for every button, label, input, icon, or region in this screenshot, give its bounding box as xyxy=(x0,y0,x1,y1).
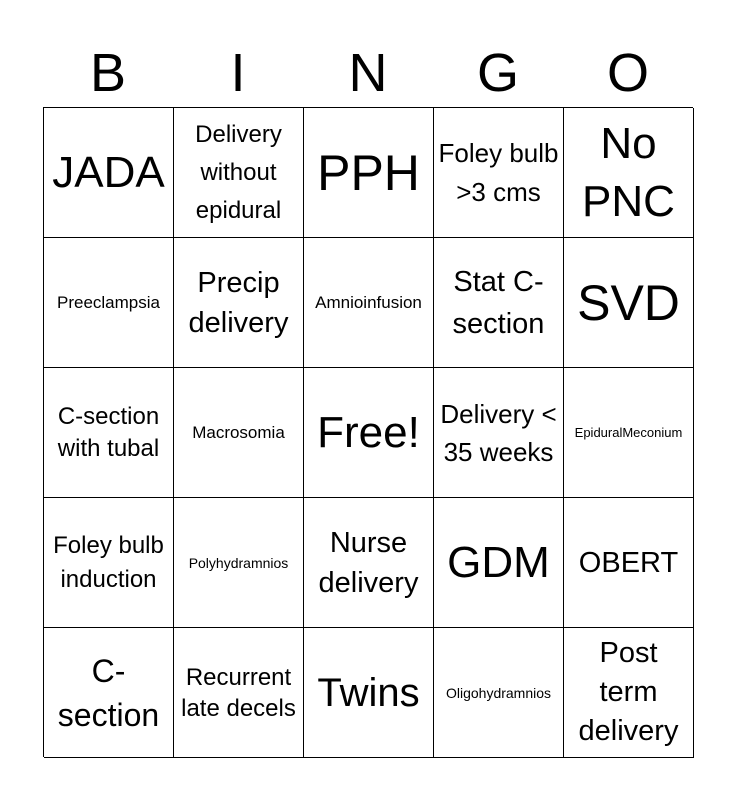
bingo-cell[interactable] xyxy=(174,368,304,498)
header-letter-n: N xyxy=(348,43,388,103)
cell-label: Nurse delivery xyxy=(318,526,419,599)
bingo-cell[interactable] xyxy=(174,498,304,628)
cell-label: Preeclampsia xyxy=(57,292,160,312)
bingo-cell[interactable] xyxy=(44,238,174,368)
cell-label: GDM xyxy=(447,537,550,587)
bingo-board xyxy=(43,107,693,757)
cell-label: Delivery without epidural xyxy=(195,120,282,224)
bingo-cell[interactable] xyxy=(564,238,694,368)
cell-label: C-section with tubal xyxy=(57,402,160,462)
bingo-cell[interactable] xyxy=(44,628,174,758)
header-letter-b: B xyxy=(89,43,127,103)
cell-label: Precip delivery xyxy=(188,266,289,339)
bingo-cell[interactable] xyxy=(174,238,304,368)
bingo-cell[interactable] xyxy=(434,108,564,238)
cell-label: JADA xyxy=(52,147,165,197)
bingo-cell[interactable] xyxy=(564,108,694,238)
cell-label: Free! xyxy=(317,407,420,457)
bingo-cell[interactable] xyxy=(434,238,564,368)
header-letter-i: I xyxy=(230,43,246,103)
cell-label: PPH xyxy=(317,144,420,201)
cell-label: Foley bulb >3 cms xyxy=(438,137,559,207)
bingo-cell[interactable] xyxy=(434,628,564,758)
bingo-cell[interactable] xyxy=(304,498,434,628)
bingo-cell[interactable] xyxy=(564,628,694,758)
cell-label: No PNC xyxy=(582,118,675,226)
header-letter-o: O xyxy=(606,43,649,103)
cell-label: Twins xyxy=(317,670,420,715)
bingo-cell[interactable] xyxy=(304,628,434,758)
cell-label: OBERT xyxy=(578,546,679,579)
cell-label: Recurrent late decels xyxy=(181,663,296,722)
bingo-cell[interactable] xyxy=(564,368,694,498)
cell-label: SVD xyxy=(577,274,680,331)
header-letter-g: G xyxy=(476,43,519,103)
bingo-header xyxy=(43,40,693,106)
bingo-cell[interactable] xyxy=(434,368,564,498)
bingo-cell[interactable] xyxy=(44,108,174,238)
cell-label: Polyhydramnios xyxy=(188,554,289,571)
bingo-cell[interactable] xyxy=(564,498,694,628)
cell-label: Foley bulb induction xyxy=(53,531,164,593)
bingo-cell[interactable] xyxy=(304,108,434,238)
bingo-cell[interactable] xyxy=(44,498,174,628)
bingo-cell[interactable] xyxy=(44,368,174,498)
bingo-cell[interactable] xyxy=(174,108,304,238)
cell-label: Macrosomia xyxy=(192,422,285,442)
cell-label: Delivery < 35 weeks xyxy=(440,398,557,467)
cell-label: EpiduralMeconium xyxy=(574,424,683,440)
bingo-cell[interactable] xyxy=(304,238,434,368)
cell-label: C-section xyxy=(57,652,160,733)
bingo-cell[interactable] xyxy=(434,498,564,628)
bingo-cell[interactable] xyxy=(304,368,434,498)
cell-label: Post term delivery xyxy=(578,637,679,747)
cell-label: Oligohydramnios xyxy=(445,684,552,701)
cell-label: Amnioinfusion xyxy=(315,292,422,312)
cell-label: Stat C-section xyxy=(452,265,545,340)
bingo-cell[interactable] xyxy=(174,628,304,758)
